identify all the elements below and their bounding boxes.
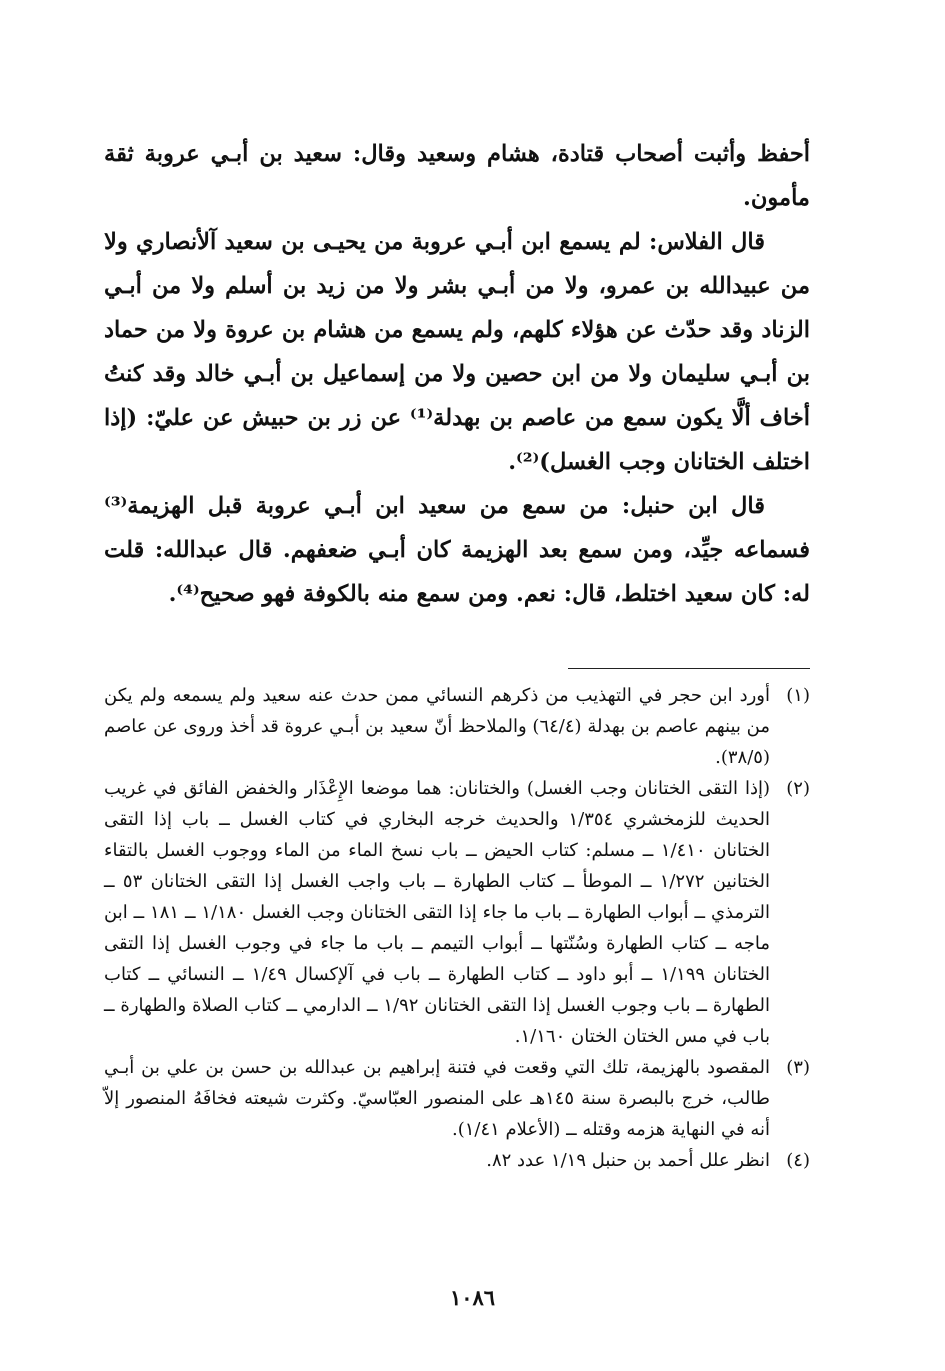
footnote-text: أورد ابن حجر في التهذيب من ذكرهم النسائي ممن حدث عنه سعيد ولم يسمعه ولم يكن من بينهم عاصم بن بهدلة (٦٤/٤) والملاحظ أنّ سعيد بن أبـي عروة قد أخذ وروى عن عاصم (٣٨/٥). (104, 685, 770, 768)
footnote-number: (٣) (786, 1057, 810, 1078)
footnote-number: (١) (786, 685, 810, 706)
footnote-2 (104, 773, 810, 1052)
footnote-text: المقصود بالهزيمة، تلك التي وقعت في فتنة إبراهيم بن عبدالله بن حسن بن علي بن أبـي طالب، خرج بالبصرة سنة ١٤٥هـ على المنصور العبّاسيّ. وكثرت شيعته فخافَهُ المنصور إلاّ أنه في النهاية هزمه وقتله ــ (الأعلام ١/٤١). (104, 1057, 771, 1140)
paragraph-2: قال الفلاس: لم يسمع ابن أبـي عروبة من يحيـى بن سعيد آلأنصاري ولا من عبيدالله بن عمرو، ولا من أبـي بشر ولا من زيد بن أسلم ولا من أبـي الزناد وقد حدّث عن هؤلاء كلهم، ولم يسمع من هشام بن عروة ولا من حماد بن أبـي سليمان ولا من ابن حصين ولا من إسماعيل بن أبـي خالد وقد كنتُ أخاف ألَّا يكون سمع من عاصم بن بهدلة⁽¹⁾ عن زر بن حبيش عن عليّ: (إذا اختلف الختانان وجب الغسل)⁽²⁾. (104, 229, 810, 475)
footnote-divider (568, 668, 810, 669)
footnote-1 (104, 680, 810, 773)
footnote-4 (104, 1145, 810, 1176)
footnote-text: (إذا التقى الختانان وجب الغسل) والختانان: هما موضعا الإِعْذَار والخفض الفائق في غريب الحديث للزمخشري ١/٣٥٤ والحديث خرجه البخاري في كتاب الغسل ــ باب إذا التقى الختانان ١/٤١٠ ــ مسلم: كتاب الحيض ــ باب نسخ الماء من الماء ووجوب الغسل بالتقاء الختانين ١/٢٧٢ ــ الموطأ ــ كتاب الطهارة ــ باب واجب الغسل إذا التقى الختانان ٥٣ ــ الترمذي ــ أبواب الطهارة ــ باب ما جاء إذا التقى الختانان وجب الغسل ١/١٨٠ ــ ١٨١ ــ ابن ماجه ــ كتاب الطهارة وسُنّتها ــ أبواب التيمم ــ باب ما جاء في وجوب الغسل إذا التقى الختانان ١/١٩٩ ــ أبو داود ــ كتاب الطهارة ــ باب في آلإكسال ١/٤٩ ــ النسائي ــ كتاب الطهارة ــ باب وجوب الغسل إذا التقى الختانان ١/٩٢ ــ الدارمي ــ كتاب الصلاة والطهارة ــ باب في مس الختان الختان ١/١٦٠. (104, 778, 770, 1047)
footnote-number: (٢) (786, 778, 810, 799)
page-number: ١٠٨٦ (449, 1285, 496, 1310)
footnotes (104, 680, 810, 1176)
paragraph-3: قال ابن حنبل: من سمع من سعيد ابن أبـي عروبة قبل الهزيمة⁽³⁾ فسماعه جيِّد، ومن سمع بعد الهزيمة كان أبـي ضعفهم. قال عبدالله: قلت له: كان سعيد اختلط، قال: نعم. ومن سمع منه بالكوفة فهو صحيح⁽⁴⁾. (104, 493, 810, 607)
paragraph-1: أحفظ وأثبت أصحاب قتادة، هشام وسعيد وقال: سعيد بن أبـي عروبة ثقة مأمون. (104, 141, 810, 211)
footnote-number: (٤) (786, 1150, 810, 1171)
main-text (104, 132, 810, 616)
footnote-text: انظر علل أحمد بن حنبل ١/١٩ عدد ٨٢. (486, 1150, 770, 1171)
footnote-3 (104, 1052, 810, 1145)
